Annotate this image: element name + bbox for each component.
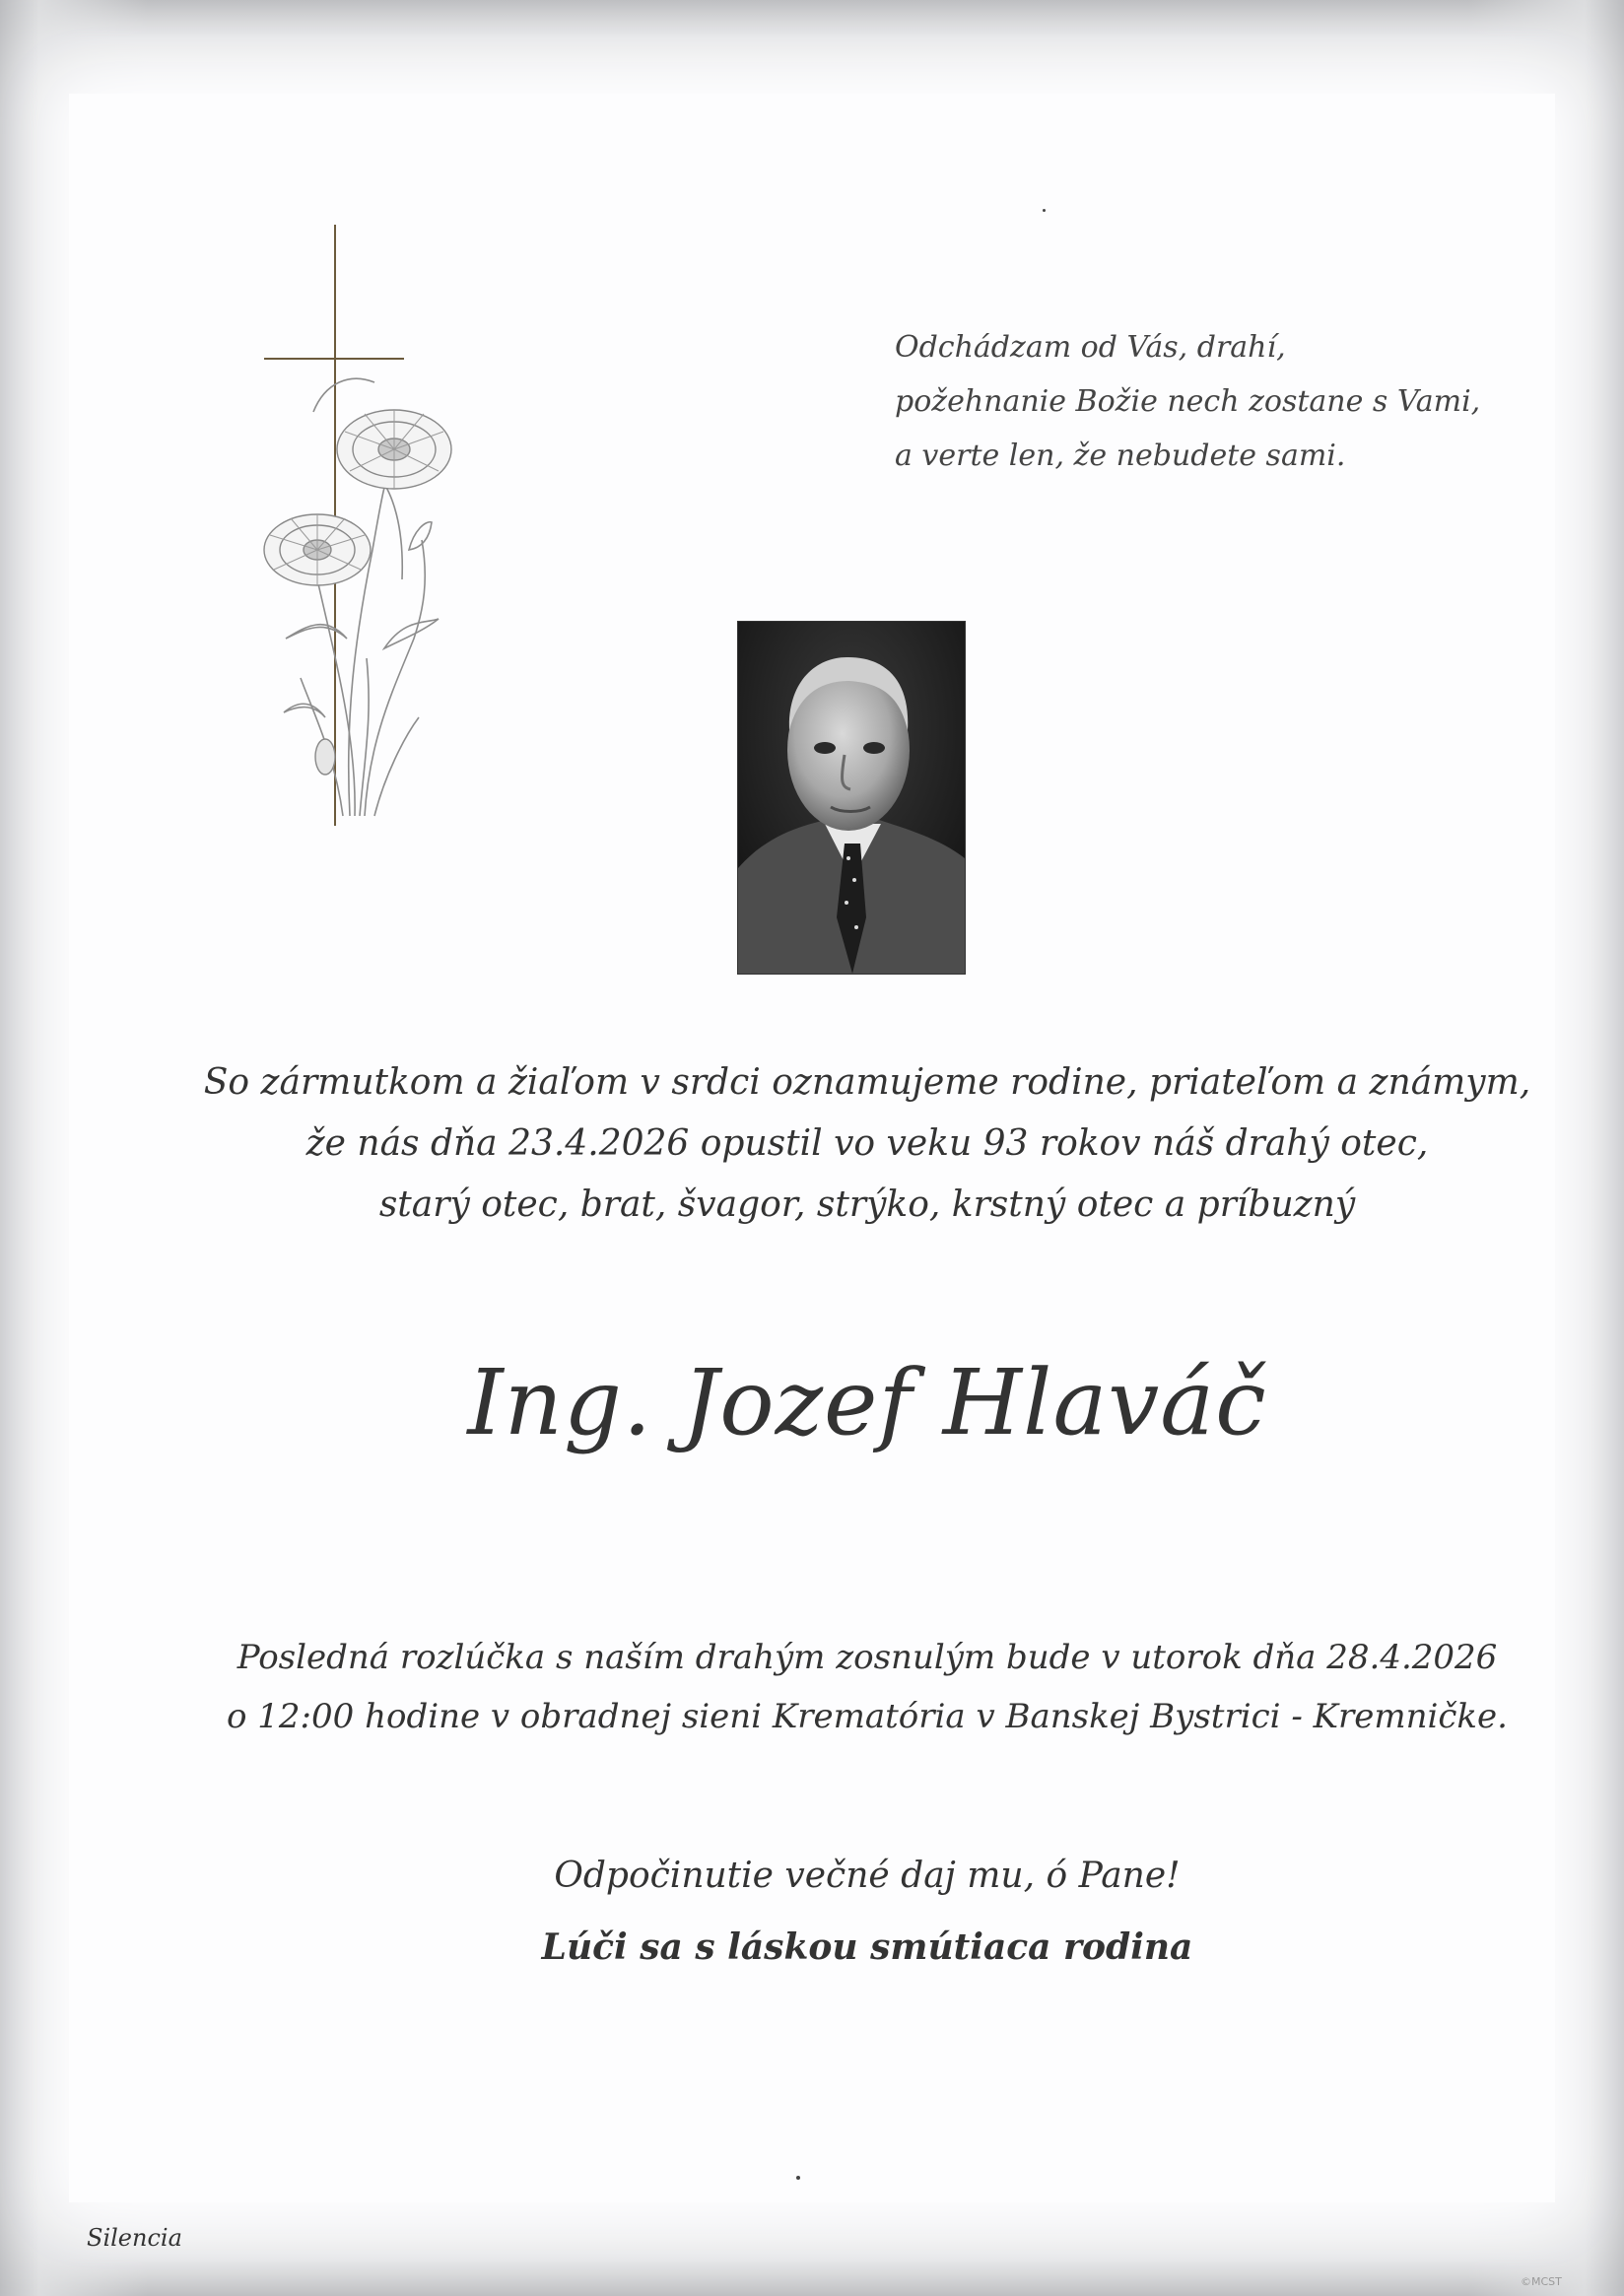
verse-line-1: Odchádzam od Vás, drahí, — [895, 330, 1286, 365]
announcement-line-1: So zármutkom a žiaľom v srdci oznamujeme rodine, priateľom a známym, — [203, 1062, 1531, 1103]
deceased-name: Ing. Jozef Hlaváč — [467, 1350, 1267, 1455]
verse-line-2: požehnanie Božie nech zostane s Vami, — [895, 384, 1481, 419]
ceremony-line-2: o 12:00 hodine v obradnej sieni Krematória v Banskej Bystrici - Kremničke. — [227, 1697, 1508, 1736]
announcement-line-3: starý otec, brat, švagor, strýko, krstný otec a príbuzný — [378, 1184, 1356, 1225]
ink-dot — [796, 2176, 800, 2180]
ceremony-details — [197, 1628, 1537, 1746]
closing-farewell: Lúči sa s láskou smútiaca rodina — [541, 1926, 1193, 1968]
portrait-photo — [737, 621, 966, 975]
ceremony-line-1: Posledná rozlúčka s naším drahým zosnulým bude v utorok dňa 28.4.2026 — [237, 1638, 1498, 1677]
ink-dot — [1043, 209, 1046, 212]
cross-flowers-icon — [256, 225, 493, 831]
closing-block — [197, 1841, 1537, 1983]
closing-prayer: Odpočinutie večné daj mu, ó Pane! — [554, 1856, 1181, 1896]
announcement-line-2: že nás dňa 23.4.2026 opustil vo veku 93 rokov náš drahý otec, — [305, 1123, 1429, 1164]
brand-signature: Silencia — [87, 2224, 182, 2252]
verse-quote — [895, 320, 1481, 483]
copyright-mark: ©MCST — [1521, 2275, 1562, 2288]
portrait-icon — [738, 622, 965, 974]
announcement-text — [197, 1052, 1537, 1236]
verse-line-3: a verte len, že nebudete sami. — [895, 439, 1346, 473]
